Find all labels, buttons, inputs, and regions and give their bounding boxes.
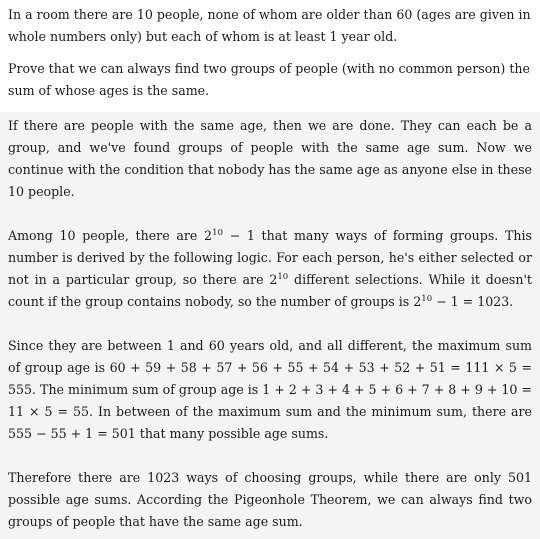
text-span: − 1 that many ways of forming groups. This number is derived by the following logic. For each person, he's either selected or not in a particular group, so there are 2 xyxy=(8,228,532,287)
text-span: Among 10 people, there are 2 xyxy=(8,228,213,243)
exponent: 10 xyxy=(277,272,289,282)
answer-paragraph-same-age: If there are people with the same age, then we are done. They can each be a group, and we've found groups of people with the same age sum. Now we continue with the condition that nobody has the same age as anyone else in these 10 people. xyxy=(8,118,532,199)
answer-paragraph-group-count xyxy=(8,225,532,313)
answer-section xyxy=(0,112,540,539)
question-prompt: Prove that we can always find two groups of people (with no common person) the sum of whose ages is the same. xyxy=(8,61,530,98)
question-section xyxy=(0,0,540,102)
answer-paragraph-sum-range: Since they are between 1 and 60 years old, and all different, the maximum sum of group age is 60 + 59 + 58 + 57 + 56 + 55 + 54 + 53 + 52 + 51 = 111 × 5 = 555. The minimum sum of group age is 1 + 2 + 3 + 4 + 5 + 6 + 7 + 8 + 9 + 10 = 11 × 5 = 55. In between of the maximum sum and the minimum sum, there are 555 − 55 + 1 = 501 that many possible age sums. xyxy=(8,338,532,441)
text-span: different selections. While it doesn't count if the group contains nobody, so the number of groups is 2 xyxy=(8,272,532,309)
text-span: − 1 = 1023. xyxy=(432,294,514,309)
exponent: 10 xyxy=(421,294,433,304)
exponent: 10 xyxy=(212,228,223,238)
question-statement: In a room there are 10 people, none of whom are older than 60 (ages are given in whole numbers only) but each of whom is at least 1 year old. xyxy=(8,7,531,44)
answer-paragraph-conclusion: Therefore there are 1023 ways of choosing groups, while there are only 501 possible age sums. According the Pigeonhole Theorem, we can always find two groups of people that have the same age sum. xyxy=(8,470,532,529)
